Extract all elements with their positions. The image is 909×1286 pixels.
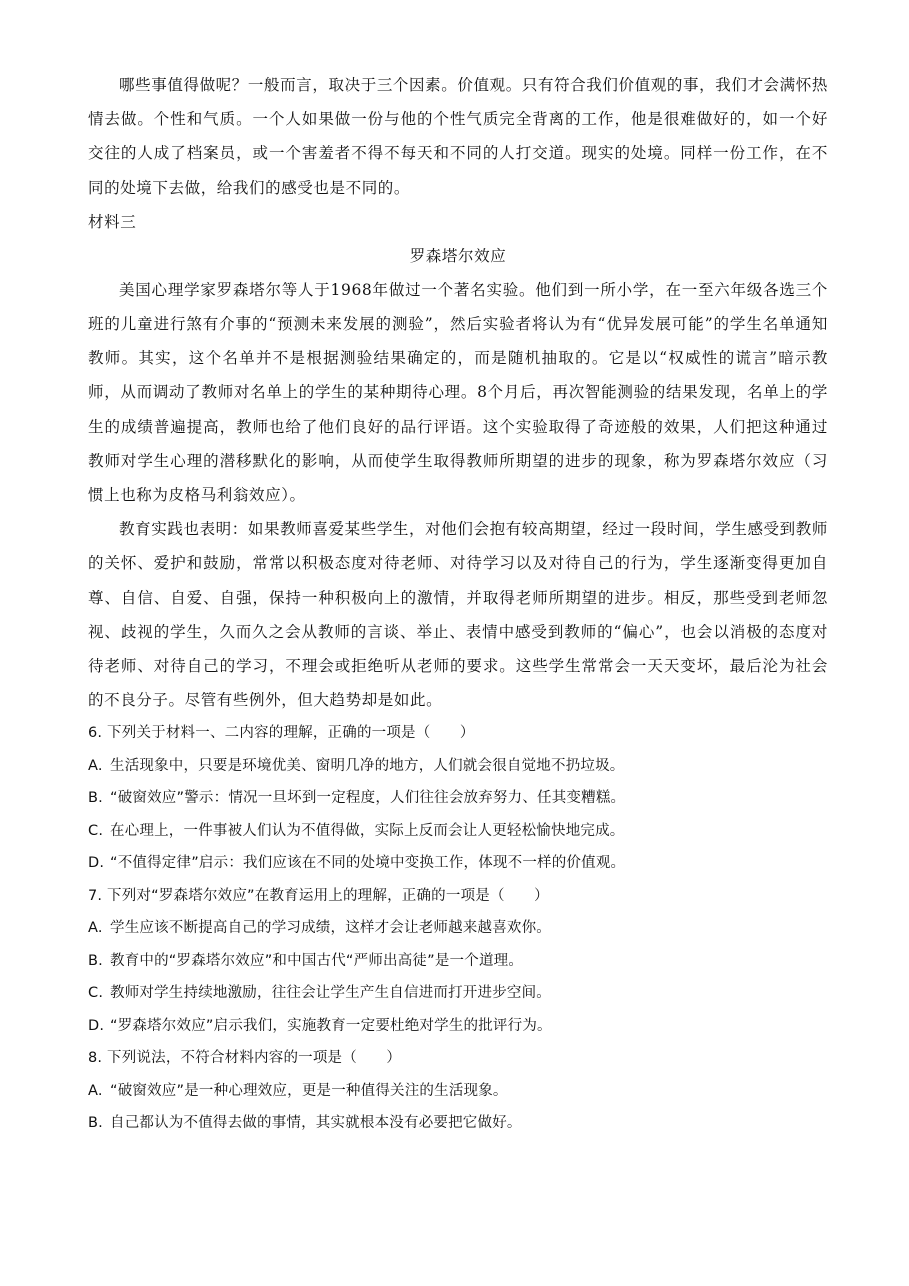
option-text: “不值得定律”启示：我们应该在不同的处境中变换工作，体现不一样的价值观。: [110, 855, 626, 872]
material-three-title: 罗森塔尔效应: [409, 246, 507, 265]
option-b: [88, 782, 828, 815]
option-b: [88, 945, 828, 978]
option-b: [88, 1107, 828, 1140]
question-list: [88, 717, 828, 1140]
option-letter: B.: [88, 952, 103, 969]
option-letter: C.: [88, 985, 104, 1002]
exam-page: [88, 68, 828, 1140]
option-a: [88, 912, 828, 945]
material-three-label: 材料三: [88, 212, 137, 231]
option-text: 生活现象中，只要是环境优美、窗明几净的地方，人们就会很自觉地不扔垃圾。: [110, 757, 625, 774]
option-letter: D.: [88, 1017, 105, 1034]
option-text: 教师对学生持续地激励，往往会让学生产生自信进而打开进步空间。: [110, 985, 551, 1002]
option-text: “破窗效应”警示：情况一旦坏到一定程度，人们往往会放弃努力、任其变糟糕。: [110, 790, 626, 807]
option-d: [88, 1010, 828, 1043]
option-letter: D.: [88, 855, 105, 872]
option-d: [88, 847, 828, 880]
question-stem: 6. 下列关于材料一、二内容的理解，正确的一项是（ ）: [88, 725, 475, 742]
option-letter: B.: [88, 1115, 103, 1132]
option-text: 教育中的“罗森塔尔效应”和中国古代“严师出高徒”是一个道理。: [110, 952, 524, 969]
option-text: 学生应该不断提高自己的学习成绩，这样才会让老师越来越喜欢你。: [110, 920, 551, 937]
option-letter: B.: [88, 790, 103, 807]
question-8: [88, 1042, 828, 1140]
option-text: 在心理上，一件事被人们认为不值得做，实际上反而会让人更轻松愉快地完成。: [110, 822, 625, 839]
option-letter: A.: [88, 757, 103, 774]
material-three-paragraph-1: 美国心理学家罗森塔尔等人于1968年做过一个著名实验。他们到一所小学，在一至六年级各选三个班的儿童进行煞有介事的“预测未来发展的测验”，然后实验者将认为有“优异发展可能”的学生名单通知教师。其实，这个名单并不是根据测验结果确定的，而是随机抽取的。它是以“权威性的谎言”暗示教师，从而调动了教师对名单上的学生的某种期待心理。8个月后，再次智能测验的结果发现，名单上的学生的成绩普遍提高，教师也给了他们良好的品行评语。这个实验取得了奇迹般的效果，人们把这种通过教师对学生心理的潜移默化的影响，从而使学生取得教师所期望的进步的现象，称为罗森塔尔效应（习惯上也称为皮格马利翁效应）。: [88, 280, 828, 505]
question-7: [88, 880, 828, 1043]
option-c: [88, 977, 828, 1010]
option-text: 自己都认为不值得去做的事情，其实就根本没有必要把它做好。: [110, 1115, 522, 1132]
option-a: [88, 750, 828, 783]
question-6: [88, 717, 828, 880]
option-text: “破窗效应”是一种心理效应，更是一种值得关注的生活现象。: [110, 1082, 508, 1099]
question-stem: 7. 下列对“罗森塔尔效应”在教育运用上的理解，正确的一项是（ ）: [88, 887, 549, 904]
option-letter: C.: [88, 822, 104, 839]
material-three-paragraph-2: 教育实践也表明：如果教师喜爱某些学生，对他们会抱有较高期望，经过一段时间，学生感受到教师的关怀、爱护和鼓励，常常以积极态度对待老师、对待学习以及对待自己的行为，学生逐渐变得更加自尊、自信、自爱、自强，保持一种积极向上的激情，并取得老师所期望的进步。相反，那些受到老师忽视、歧视的学生，久而久之会从教师的言谈、举止、表情中感受到教师的“偏心”，也会以消极的态度对待老师、对待自己的学习，不理会或拒绝听从老师的要求。这些学生常常会一天天变坏，最后沦为社会的不良分子。尽管有些例外，但大趋势却是如此。: [88, 520, 828, 710]
option-c: [88, 815, 828, 848]
option-letter: A.: [88, 1082, 103, 1099]
question-stem: 8. 下列说法，不符合材料内容的一项是（ ）: [88, 1050, 402, 1067]
option-a: [88, 1075, 828, 1108]
option-letter: A.: [88, 920, 103, 937]
material-two-paragraph: 哪些事值得做呢？一般而言，取决于三个因素。价值观。只有符合我们价值观的事，我们才会满怀热情去做。个性和气质。一个人如果做一份与他的个性气质完全背离的工作，他是很难做好的，如一个好交往的人成了档案员，或一个害羞者不得不每天和不同的人打交道。现实的处境。同样一份工作，在不同的处境下去做，给我们的感受也是不同的。: [88, 76, 828, 197]
option-text: “罗森塔尔效应”启示我们，实施教育一定要杜绝对学生的批评行为。: [110, 1017, 552, 1034]
